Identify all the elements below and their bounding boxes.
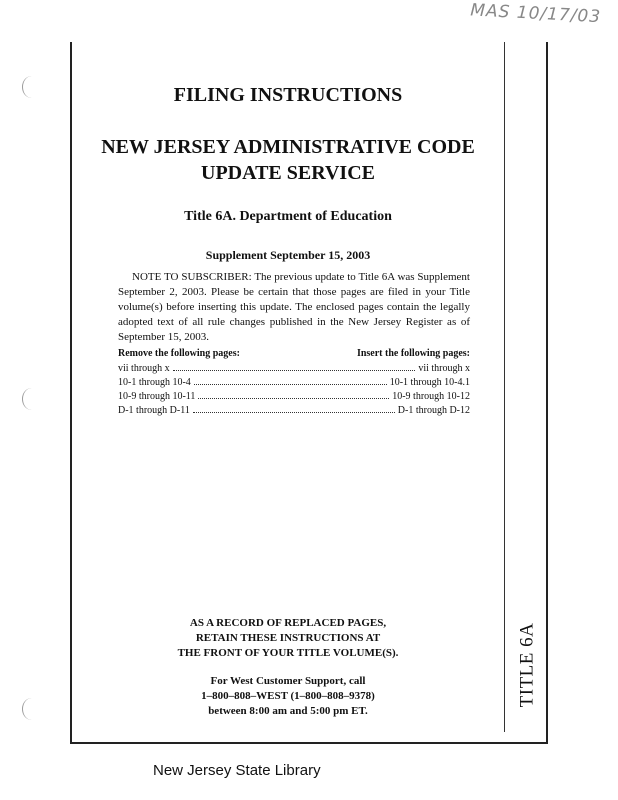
title-heading: Title 6A. Department of Education [184, 209, 392, 224]
insert-column-header: Insert the following pages: [356, 348, 470, 359]
subtitle-line-2: UPDATE SERVICE [201, 162, 375, 184]
list-item [118, 363, 470, 377]
support-hours: between 8:00 am and 5:00 pm ET. [208, 705, 368, 717]
remove-pages: 10-1 through 10-4 [118, 377, 191, 388]
dot-leader [173, 370, 416, 371]
subscriber-note [118, 270, 470, 345]
title-tab [512, 620, 542, 710]
record-line-1: AS A RECORD OF REPLACED PAGES, [189, 617, 387, 629]
support-line-1: For West Customer Support, call [210, 675, 366, 687]
dot-leader [193, 412, 395, 413]
title-tab-label: TITLE 6A [516, 622, 538, 708]
subscriber-note-text: NOTE TO SUBSCRIBER: The previous update to Title 6A was Supplement September 2, 2003. Please be certain that those pages are filed in your Title volume(s) before inserting this update. The enclosed pages contain the legally adopted text of all rule changes published in the New Jersey Register as of September 15, 2003. [118, 271, 470, 343]
library-footer: New Jersey State Library [153, 762, 321, 779]
remove-pages: D-1 through D-11 [118, 405, 190, 416]
record-line-2: RETAIN THESE INSTRUCTIONS AT [195, 632, 381, 644]
page-title: FILING INSTRUCTIONS [173, 84, 403, 106]
record-instructions [72, 616, 504, 661]
page-columns-header [118, 348, 470, 359]
support-phone: 1–800–808–WEST (1–800–808–9378) [201, 690, 375, 702]
customer-support-info [72, 674, 504, 719]
remove-pages: vii through x [118, 363, 170, 374]
punch-hole-mark [22, 698, 41, 720]
punch-hole-mark [22, 76, 41, 98]
insert-pages: 10-9 through 10-12 [392, 391, 470, 402]
remove-column-header: Remove the following pages: [118, 348, 240, 359]
page-replacement-list [118, 363, 470, 419]
list-item [118, 391, 470, 405]
list-item [118, 405, 470, 419]
supplement-date: Supplement September 15, 2003 [205, 248, 371, 262]
tab-divider-line [504, 42, 505, 732]
punch-hole-mark [22, 388, 41, 410]
dot-leader [198, 398, 389, 399]
remove-pages: 10-9 through 10-11 [118, 391, 196, 402]
insert-pages: vii through x [418, 363, 470, 374]
list-item [118, 377, 470, 391]
insert-pages: 10-1 through 10-4.1 [389, 377, 470, 388]
dot-leader [194, 384, 387, 385]
subtitle-line-1: NEW JERSEY ADMINISTRATIVE CODE [101, 136, 475, 158]
record-line-3: THE FRONT OF YOUR TITLE VOLUME(S). [177, 647, 399, 659]
page-subtitle [72, 134, 504, 186]
insert-pages: D-1 through D-12 [397, 405, 470, 416]
handwritten-initials-date: MAS 10/17/03 [469, 0, 602, 28]
